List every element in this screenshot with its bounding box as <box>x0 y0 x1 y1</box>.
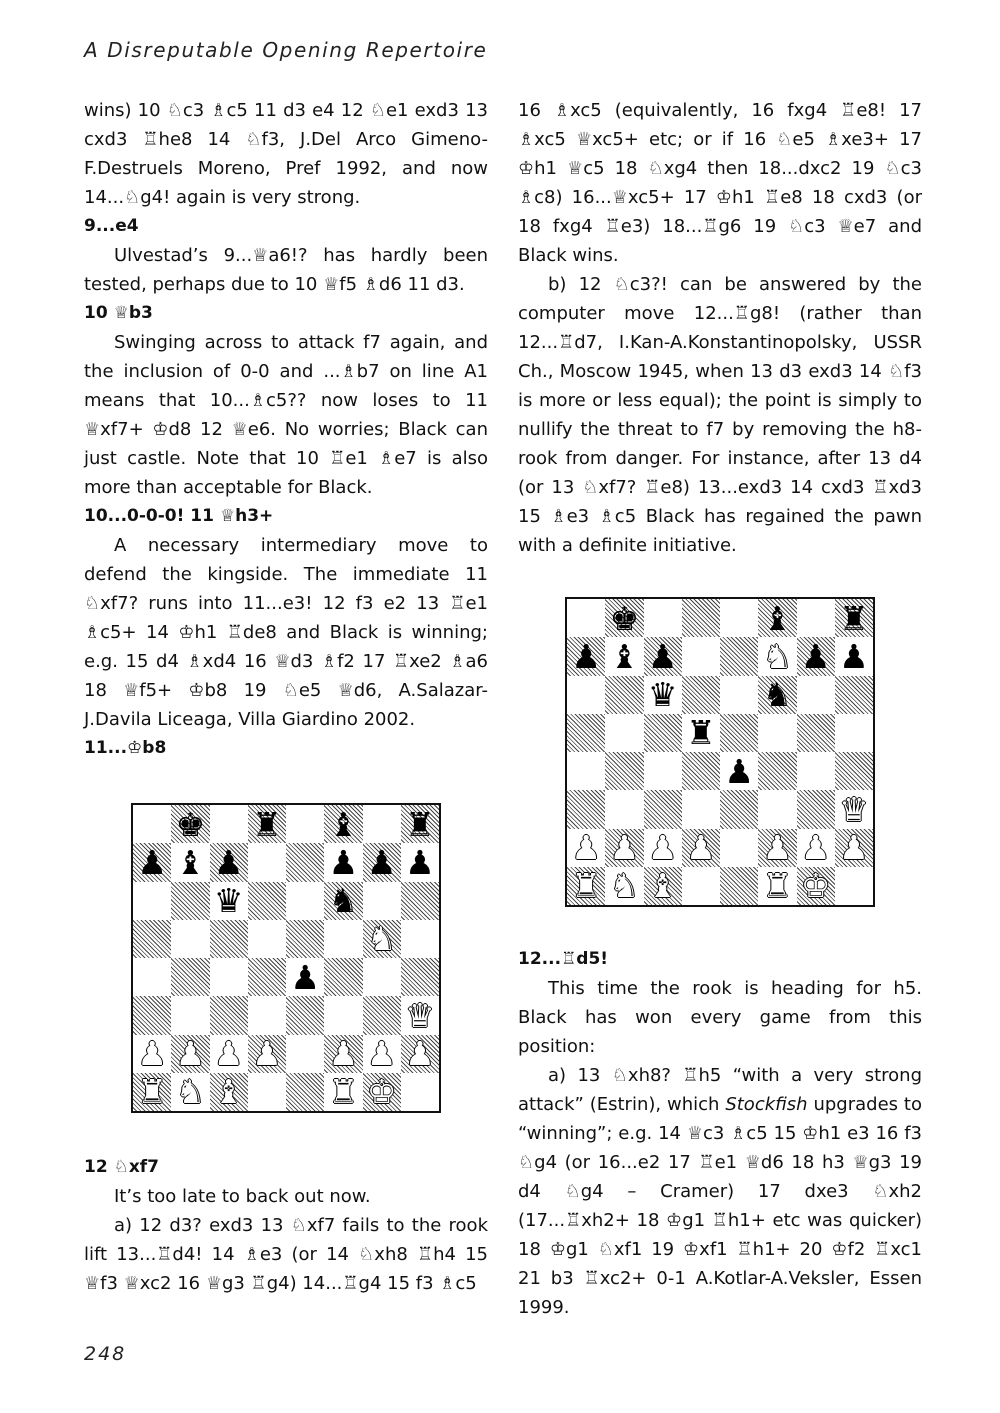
square-c3 <box>644 790 682 828</box>
square-g8 <box>797 599 835 637</box>
white-pawn-icon: ♟ <box>175 1034 206 1073</box>
square-h7 <box>401 843 439 881</box>
square-c2 <box>210 1035 248 1073</box>
square-a8 <box>567 599 605 637</box>
black-pawn-icon: ♟ <box>647 637 678 676</box>
white-knight-icon: ♞ <box>366 919 397 958</box>
square-b5 <box>171 920 209 958</box>
square-h3 <box>401 996 439 1034</box>
square-h2 <box>401 1035 439 1073</box>
white-pawn-icon: ♟ <box>800 828 831 867</box>
move-heading: 12...♖d5! <box>518 949 609 969</box>
paragraph: A necessary intermediary move to defend the kingside. The immediate 11 ♘xf7? runs into 11...e3! 12 f3 e2 13 ♖e1 ♗c5+ 14 ♔h1 ♖de8 and Black is winning; e.g. 15 d4 ♗xd4 16 ♕d3 ♗f2 17 ♖xe2 ♗a6 18 ♕f5+ ♔b8 19 ♘e5 ♕d6, A.Salazar-J.Davila Liceaga, Villa Giardino 2002. <box>84 535 488 730</box>
square-b8 <box>171 805 209 843</box>
square-d6 <box>248 882 286 920</box>
square-d3 <box>248 996 286 1034</box>
square-d7 <box>682 637 720 675</box>
square-e8 <box>286 805 324 843</box>
square-d6 <box>682 676 720 714</box>
square-e6 <box>286 882 324 920</box>
black-pawn-icon: ♟ <box>328 843 359 882</box>
black-bishop-icon: ♝ <box>175 843 206 882</box>
text-run: a) 13 ♘xh8? ♖h5 “with a very strong attack” (Estrin), which <box>518 1065 922 1115</box>
square-d1 <box>682 867 720 905</box>
white-king-icon: ♚ <box>800 866 831 905</box>
white-pawn-icon: ♟ <box>252 1034 282 1073</box>
paragraph: wins) 10 ♘c3 ♗c5 11 d3 e4 12 ♘e1 exd3 13 cxd3 ♖he8 14 ♘f3, J.Del Arco Gimeno-F.Destruels Moreno, Pref 1992, and now 14...♘g4! again is very strong. <box>84 100 488 208</box>
black-queen-icon: ♛ <box>647 675 678 714</box>
square-d1 <box>248 1073 286 1111</box>
square-f8 <box>758 599 796 637</box>
square-c1 <box>210 1073 248 1111</box>
paragraph: It’s too late to back out now. <box>114 1186 371 1207</box>
square-b5 <box>605 714 643 752</box>
black-pawn-icon: ♟ <box>290 958 320 997</box>
black-king-icon: ♚ <box>175 805 206 844</box>
square-c8 <box>210 805 248 843</box>
black-rook-icon: ♜ <box>252 805 282 844</box>
square-a2 <box>567 829 605 867</box>
left-column <box>84 96 488 1298</box>
square-f1 <box>758 867 796 905</box>
square-e1 <box>720 867 758 905</box>
move-heading: 10...0-0-0! 11 ♕h3+ <box>84 506 274 526</box>
black-bishop-icon: ♝ <box>762 599 793 638</box>
square-a1 <box>567 867 605 905</box>
square-f3 <box>324 996 362 1034</box>
square-f4 <box>324 958 362 996</box>
white-pawn-icon: ♟ <box>762 828 793 867</box>
square-f3 <box>758 790 796 828</box>
black-rook-icon: ♜ <box>405 805 435 844</box>
square-e6 <box>720 676 758 714</box>
square-c7 <box>210 843 248 881</box>
square-e5 <box>286 920 324 958</box>
black-pawn-icon: ♟ <box>571 637 601 676</box>
square-h1 <box>401 1073 439 1111</box>
square-d8 <box>248 805 286 843</box>
white-knight-icon: ♞ <box>609 866 640 905</box>
diagram-after-11-kb8 <box>131 803 441 1113</box>
black-pawn-icon: ♟ <box>213 843 244 882</box>
square-g2 <box>797 829 835 867</box>
square-b4 <box>605 752 643 790</box>
white-pawn-icon: ♟ <box>839 828 869 867</box>
square-e3 <box>286 996 324 1034</box>
square-g7 <box>363 843 401 881</box>
square-b2 <box>171 1035 209 1073</box>
white-pawn-icon: ♟ <box>686 828 716 867</box>
square-h4 <box>835 752 873 790</box>
white-pawn-icon: ♟ <box>213 1034 244 1073</box>
paragraph: This time the rook is heading for h5. Black has won every game from this position: <box>518 978 922 1057</box>
square-a4 <box>133 958 171 996</box>
square-a3 <box>567 790 605 828</box>
square-g1 <box>363 1073 401 1111</box>
white-pawn-icon: ♟ <box>647 828 678 867</box>
square-e2 <box>720 829 758 867</box>
square-f5 <box>758 714 796 752</box>
square-a3 <box>133 996 171 1034</box>
square-a4 <box>567 752 605 790</box>
square-a6 <box>133 882 171 920</box>
white-pawn-icon: ♟ <box>405 1034 435 1073</box>
square-b4 <box>171 958 209 996</box>
engine-name: Stockfish <box>725 1094 808 1115</box>
square-h6 <box>835 676 873 714</box>
square-d4 <box>682 752 720 790</box>
square-a5 <box>567 714 605 752</box>
move-heading: 12 ♘xf7 <box>84 1157 160 1177</box>
square-f2 <box>758 829 796 867</box>
square-d3 <box>682 790 720 828</box>
square-g3 <box>363 996 401 1034</box>
square-h3 <box>835 790 873 828</box>
square-b7 <box>171 843 209 881</box>
square-g2 <box>363 1035 401 1073</box>
square-b6 <box>171 882 209 920</box>
paragraph: a) 12 d3? exd3 13 ♘xf7 fails to the rook lift 13...♖d4! 14 ♗e3 (or 14 ♘xh8 ♖h4 15 ♕f3 ♕xc2 16 ♕g3 ♖g4) 14...♖g4 15 f3 ♗c5 <box>84 1215 488 1294</box>
black-pawn-icon: ♟ <box>366 843 397 882</box>
square-d2 <box>682 829 720 867</box>
square-f6 <box>324 882 362 920</box>
square-c5 <box>644 714 682 752</box>
square-g6 <box>363 882 401 920</box>
black-pawn-icon: ♟ <box>405 843 435 882</box>
square-c2 <box>644 829 682 867</box>
square-b2 <box>605 829 643 867</box>
square-d5 <box>248 920 286 958</box>
white-bishop-icon: ♝ <box>647 866 678 905</box>
square-g3 <box>797 790 835 828</box>
square-c4 <box>644 752 682 790</box>
square-f6 <box>758 676 796 714</box>
square-f7 <box>324 843 362 881</box>
square-h7 <box>835 637 873 675</box>
square-c6 <box>210 882 248 920</box>
square-a7 <box>567 637 605 675</box>
paragraph <box>518 1061 922 1322</box>
square-b6 <box>605 676 643 714</box>
black-rook-icon: ♜ <box>839 599 869 638</box>
black-king-icon: ♚ <box>609 599 640 638</box>
square-e3 <box>720 790 758 828</box>
paragraph: 16 ♗xc5 (equivalently, 16 fxg4 ♖e8! 17 ♗xc5 ♕xc5+ etc; or if 16 ♘e5 ♗xe3+ 17 ♔h1 ♕c5 18 ♘xg4 then 18...dxc2 19 ♘c3 ♗c8) 16...♕xc5+ 17 ♔h1 ♖e8 18 cxd3 (or 18 fxg4 ♖e3) 18...♖g6 19 ♘c3 ♕e7 and Black wins. <box>518 100 922 266</box>
white-pawn-icon: ♟ <box>328 1034 359 1073</box>
square-f7 <box>758 637 796 675</box>
square-f2 <box>324 1035 362 1073</box>
move-heading: 9...e4 <box>84 216 139 236</box>
square-g1 <box>797 867 835 905</box>
square-g4 <box>797 752 835 790</box>
square-e2 <box>286 1035 324 1073</box>
square-b1 <box>605 867 643 905</box>
black-knight-icon: ♞ <box>762 675 793 714</box>
square-f5 <box>324 920 362 958</box>
square-d5 <box>682 714 720 752</box>
square-c3 <box>210 996 248 1034</box>
square-d4 <box>248 958 286 996</box>
square-c7 <box>644 637 682 675</box>
square-a7 <box>133 843 171 881</box>
white-bishop-icon: ♝ <box>213 1072 244 1111</box>
square-g7 <box>797 637 835 675</box>
square-g5 <box>363 920 401 958</box>
square-e7 <box>286 843 324 881</box>
black-pawn-icon: ♟ <box>800 637 831 676</box>
black-pawn-icon: ♟ <box>839 637 869 676</box>
paragraph: Swinging across to attack f7 again, and the inclusion of 0-0 and ...♗b7 on line A1 means that 10...♗c5?? now loses to 11 ♕xf7+ ♔d8 12 ♕e6. No worries; Black can just castle. Note that 10 ♖e1 ♗e7 is also more than acceptable for Black. <box>84 332 488 498</box>
square-h1 <box>835 867 873 905</box>
black-knight-icon: ♞ <box>328 881 359 920</box>
square-f8 <box>324 805 362 843</box>
square-g6 <box>797 676 835 714</box>
right-column <box>518 96 922 1322</box>
square-h6 <box>401 882 439 920</box>
square-e5 <box>720 714 758 752</box>
black-bishop-icon: ♝ <box>328 805 359 844</box>
square-a8 <box>133 805 171 843</box>
square-e7 <box>720 637 758 675</box>
square-d7 <box>248 843 286 881</box>
square-b3 <box>171 996 209 1034</box>
square-b8 <box>605 599 643 637</box>
square-e8 <box>720 599 758 637</box>
square-e4 <box>286 958 324 996</box>
white-rook-icon: ♜ <box>137 1072 167 1111</box>
square-b3 <box>605 790 643 828</box>
black-pawn-icon: ♟ <box>137 843 167 882</box>
white-rook-icon: ♜ <box>328 1072 359 1111</box>
move-heading: 10 ♕b3 <box>84 303 153 323</box>
black-rook-icon: ♜ <box>686 713 716 752</box>
square-e4 <box>720 752 758 790</box>
square-f1 <box>324 1073 362 1111</box>
square-c8 <box>644 599 682 637</box>
square-h4 <box>401 958 439 996</box>
white-rook-icon: ♜ <box>762 866 793 905</box>
square-g8 <box>363 805 401 843</box>
page-number: 248 <box>84 1343 127 1365</box>
square-b1 <box>171 1073 209 1111</box>
square-a5 <box>133 920 171 958</box>
square-f4 <box>758 752 796 790</box>
white-pawn-icon: ♟ <box>366 1034 397 1073</box>
white-pawn-icon: ♟ <box>571 828 601 867</box>
square-h8 <box>835 599 873 637</box>
square-b7 <box>605 637 643 675</box>
white-rook-icon: ♜ <box>571 866 601 905</box>
square-d2 <box>248 1035 286 1073</box>
square-c1 <box>644 867 682 905</box>
square-a1 <box>133 1073 171 1111</box>
square-h5 <box>835 714 873 752</box>
text-run: upgrades to “winning”; e.g. 14 ♕c3 ♗c5 15 ♔h1 e3 16 f3 ♘g4 (or 16...e2 17 ♖e1 ♕d6 18 h3 ♕g3 19 d4 ♘g4 – Cramer) 17 dxe3 ♘xh2 (17...♖xh2+ 18 ♔g1 ♖h1+ etc was quicker) 18 ♔g1 ♘xf1 19 ♔xf1 ♖h1+ 20 ♔f2 ♖xc1 21 b3 ♖xc2+ 0-1 A.Kotlar-A.Veksler, Essen 1999. <box>518 1094 922 1318</box>
white-knight-icon: ♞ <box>175 1072 206 1111</box>
white-pawn-icon: ♟ <box>137 1034 167 1073</box>
white-king-icon: ♚ <box>366 1072 397 1111</box>
black-pawn-icon: ♟ <box>724 752 754 791</box>
paragraph: b) 12 ♘c3?! can be answered by the computer move 12...♖g8! (rather than 12...♖d7, I.Kan-A.Konstantinopolsky, USSR Ch., Moscow 1945, when 13 d3 exd3 14 ♘f3 is more or less equal); the point is simply to nullify the threat to f7 by removing the h8-rook from danger. For instance, after 13 d4 (or 13 ♘xf7? ♖e8) 13...exd3 14 cxd3 ♖xd3 15 ♗e3 ♗c5 Black has regained the pawn with a definite initiative. <box>518 274 922 556</box>
square-h5 <box>401 920 439 958</box>
square-g5 <box>797 714 835 752</box>
move-heading: 11...♔b8 <box>84 738 167 758</box>
square-d8 <box>682 599 720 637</box>
white-pawn-icon: ♟ <box>609 828 640 867</box>
white-knight-icon: ♞ <box>762 637 793 676</box>
square-c6 <box>644 676 682 714</box>
square-e1 <box>286 1073 324 1111</box>
square-c5 <box>210 920 248 958</box>
square-g4 <box>363 958 401 996</box>
black-queen-icon: ♛ <box>213 881 244 920</box>
square-a2 <box>133 1035 171 1073</box>
square-h8 <box>401 805 439 843</box>
white-queen-icon: ♛ <box>839 790 869 829</box>
paragraph: Ulvestad’s 9...♕a6!? has hardly been tested, perhaps due to 10 ♕f5 ♗d6 11 d3. <box>84 245 488 295</box>
diagram-after-12-nxf7 <box>565 597 875 907</box>
black-bishop-icon: ♝ <box>609 637 640 676</box>
square-a6 <box>567 676 605 714</box>
running-header: A Disreputable Opening Repertoire <box>84 38 488 62</box>
square-h2 <box>835 829 873 867</box>
white-queen-icon: ♛ <box>405 996 435 1035</box>
square-c4 <box>210 958 248 996</box>
